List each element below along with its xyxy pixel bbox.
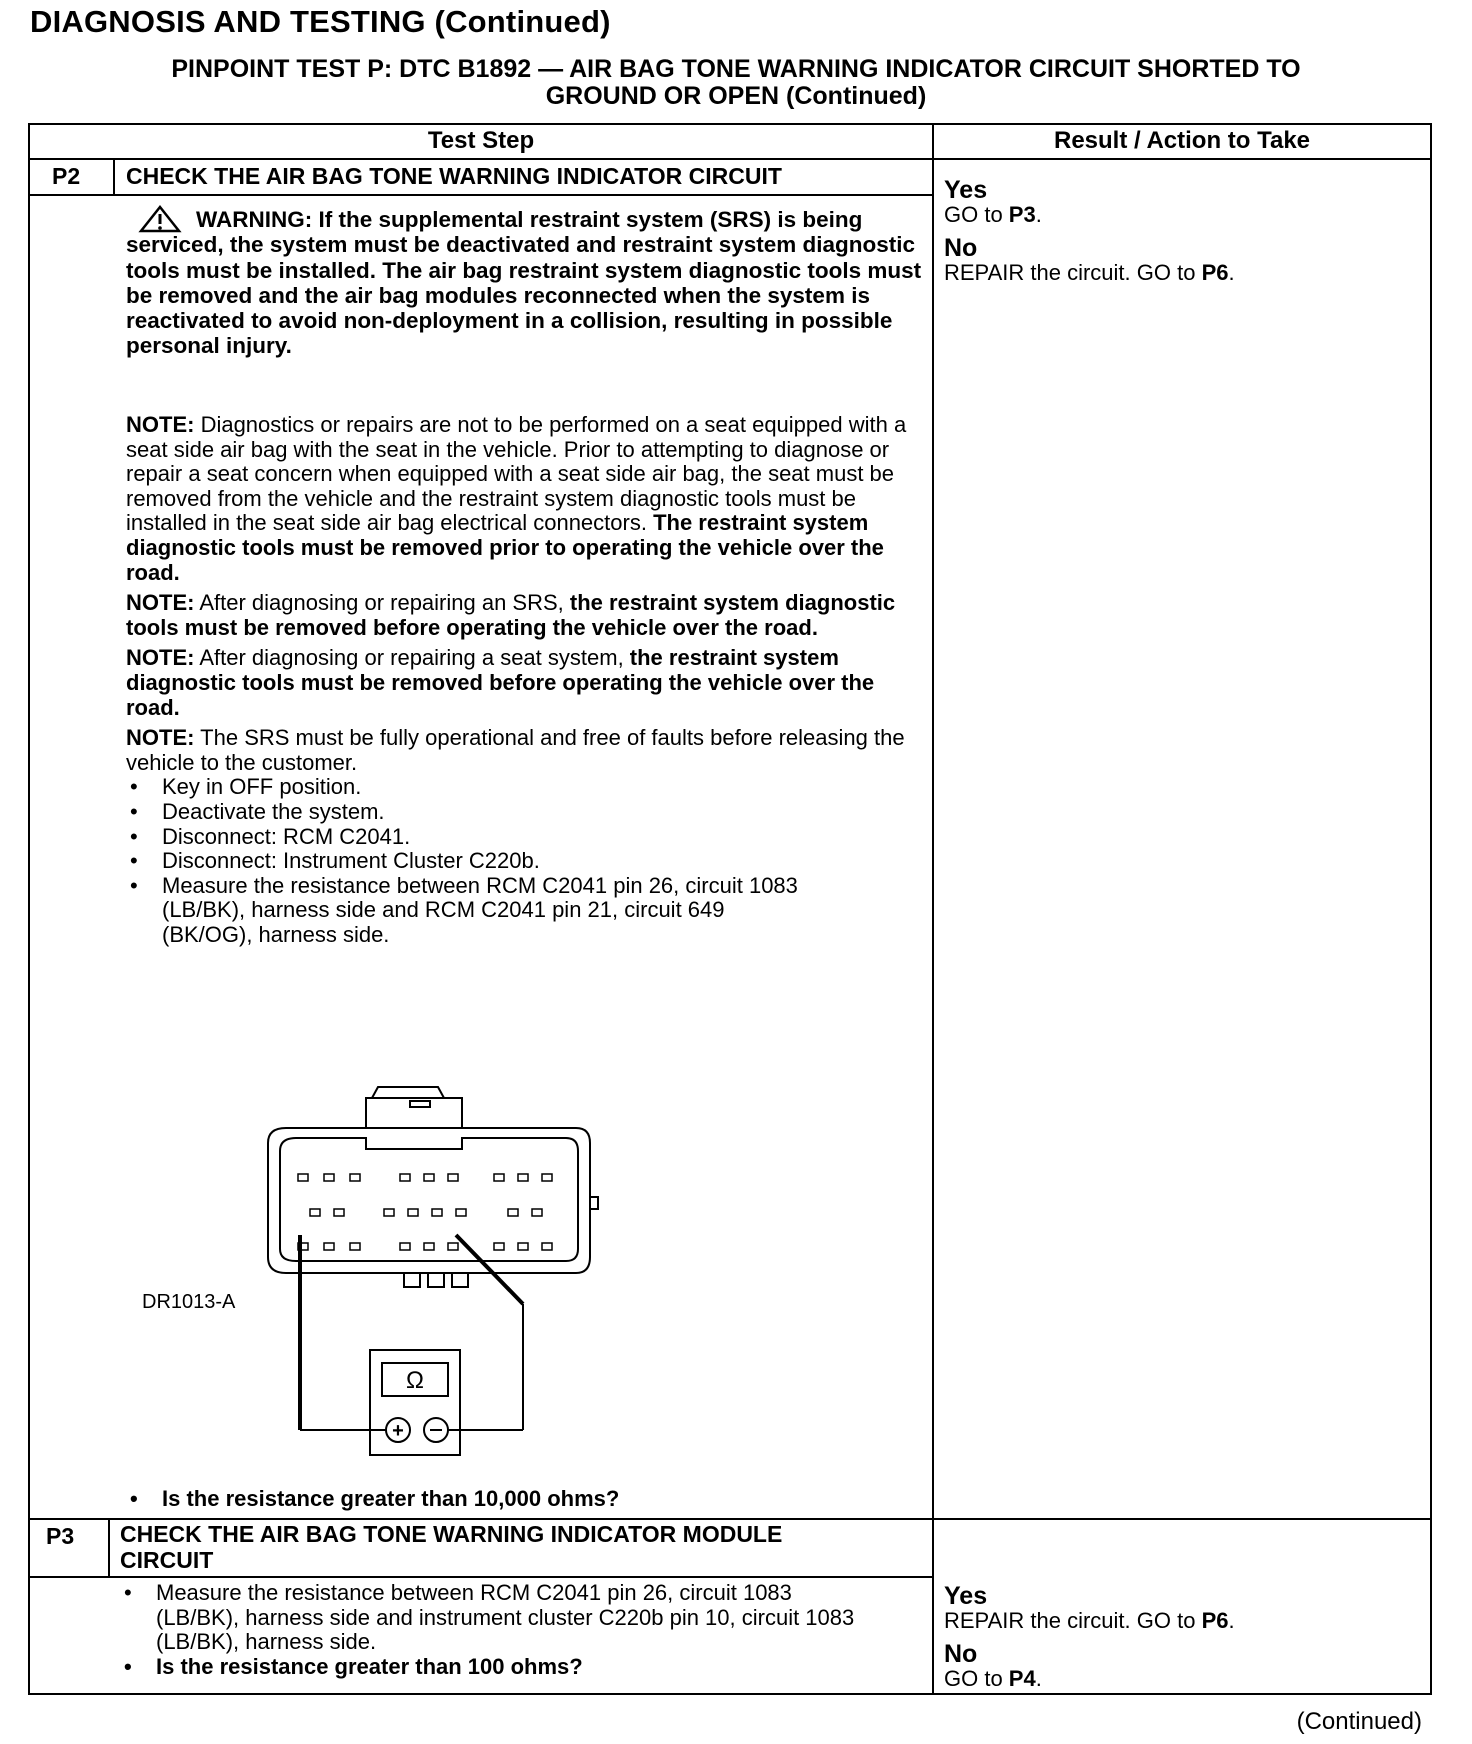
list-item: • Is the resistance greater than 10,000 ohms? xyxy=(126,1487,619,1512)
note-bold-text: The restraint system diagnostic tools must be removed prior to operating the vehicle over the road. xyxy=(126,510,884,585)
result-yes-label: Yes xyxy=(944,1582,988,1610)
step-link-p6: P6 xyxy=(1201,260,1229,285)
connector-bottom-tab xyxy=(404,1273,420,1287)
connector-latch-body xyxy=(366,1098,462,1128)
result-no-action: GO to P4. xyxy=(944,1666,1042,1691)
warning-block xyxy=(126,207,936,359)
connector-latch xyxy=(372,1087,444,1098)
p3-results xyxy=(944,1583,1414,1691)
step-id-p3: P3 xyxy=(46,1523,75,1549)
note-text: The SRS must be fully operational and free of faults before releasing the vehicle to the customer. xyxy=(126,725,905,775)
note-label: NOTE: xyxy=(126,412,195,437)
column-header-test-step: Test Step xyxy=(427,127,535,154)
note-label: NOTE: xyxy=(126,590,195,616)
plus-sign: + xyxy=(392,1420,404,1442)
note-srs-operational xyxy=(126,726,916,775)
list-item: • Is the resistance greater than 100 ohms? xyxy=(120,1655,880,1680)
pin-cavity xyxy=(494,1174,504,1181)
connector-bottom-tab xyxy=(452,1273,468,1287)
step-link-p4: P4 xyxy=(1008,1666,1036,1691)
test-title-line2: GROUND OR OPEN (Continued) xyxy=(545,82,927,110)
note-bold-text: the restraint system diagnostic tools must be removed before operating the vehicle over the road. xyxy=(126,645,875,720)
result-yes-action: REPAIR the circuit. GO to P6. xyxy=(944,1608,1235,1633)
note-seat-side-airbag xyxy=(126,413,916,585)
pin-cavity xyxy=(448,1174,458,1181)
pin-cavity xyxy=(350,1174,360,1181)
step-link-p6: P6 xyxy=(1201,1608,1229,1633)
warning-triangle-icon xyxy=(138,205,182,233)
warning-text: WARNING: If the supplemental restraint system (SRS) is being serviced, the system must be deactivated and restraint system diagnostic tools must be installed. The air bag restraint system diagnostic tools must be removed and the air bag modules reconnected when the system is reactivated to avoid non-deployment in a collision, resulting in possible personal injury. xyxy=(126,207,922,359)
result-yes-label: Yes xyxy=(944,176,988,204)
note-text: After diagnosing or repairing an SRS, xyxy=(194,590,570,616)
list-item: • Deactivate the system. xyxy=(126,800,816,825)
p3-bullet-list xyxy=(120,1581,880,1679)
pin-cavity xyxy=(456,1209,466,1216)
step-title-p3-line1: CHECK THE AIR BAG TONE WARNING INDICATOR MODULE xyxy=(120,1521,783,1547)
p3-body xyxy=(120,1581,880,1679)
test-table xyxy=(28,123,1432,1695)
pin-cavity xyxy=(542,1174,552,1181)
p2-title-divider xyxy=(30,194,934,196)
p2-bullet-list xyxy=(126,775,816,947)
pin-cavity xyxy=(494,1243,504,1250)
note-after-seat-system xyxy=(126,646,916,720)
ohm-symbol: Ω xyxy=(406,1367,424,1394)
pin-cavity xyxy=(334,1209,344,1216)
step-link-p3: P3 xyxy=(1008,202,1036,227)
pin-cavity xyxy=(518,1174,528,1181)
note-text: After diagnosing or repairing a seat system, xyxy=(194,645,630,671)
pin-cavity xyxy=(532,1209,542,1216)
pin-cavity xyxy=(310,1209,320,1216)
continued-label: (Continued) xyxy=(1296,1708,1422,1735)
note-label: NOTE: xyxy=(126,725,195,751)
note-bold-text: the restraint system diagnostic tools must be removed before operating the vehicle over the road. xyxy=(126,590,896,640)
pin-cavity xyxy=(384,1209,394,1216)
pin-cavity xyxy=(508,1209,518,1216)
list-item: • Measure the resistance between RCM C2041 pin 26, circuit 1083 (LB/BK), harness side and instrument cluster C220b pin 10, circuit 1083 (LB/BK), harness side. xyxy=(120,1581,880,1655)
pin-cavity xyxy=(324,1174,334,1181)
result-no-action: REPAIR the circuit. GO to P6. xyxy=(944,260,1235,285)
list-item: • Disconnect: RCM C2041. xyxy=(126,825,816,850)
page-title: DIAGNOSIS AND TESTING (Continued) xyxy=(30,4,611,39)
p2-question-list xyxy=(126,1487,619,1512)
list-item: • Measure the resistance between RCM C2041 pin 26, circuit 1083 (LB/BK), harness side and RCM C2041 pin 21, circuit 649 (BK/OG), harness side. xyxy=(126,874,816,948)
p2-results xyxy=(944,177,1414,285)
step-title-p3 xyxy=(120,1521,782,1573)
pin-cavity xyxy=(400,1174,410,1181)
ohmmeter xyxy=(370,1350,460,1455)
step-id-p2: P2 xyxy=(52,163,81,189)
p2-question xyxy=(126,1487,619,1512)
pin-cavity xyxy=(448,1243,458,1250)
pin-cavity xyxy=(432,1209,442,1216)
step-title-p2: CHECK THE AIR BAG TONE WARNING INDICATOR CIRCUIT xyxy=(126,163,782,189)
p2-notes xyxy=(126,413,916,947)
connector-diagram xyxy=(110,1085,670,1465)
pin-cavity xyxy=(518,1243,528,1250)
note-after-srs xyxy=(126,591,916,640)
pin-cavity xyxy=(408,1209,418,1216)
p2-id-divider xyxy=(113,158,115,195)
list-item: • Key in OFF position. xyxy=(126,775,816,800)
header-divider xyxy=(30,158,1430,160)
pin-cavity xyxy=(400,1243,410,1250)
connector-side-tab xyxy=(590,1197,598,1209)
connector-pins xyxy=(298,1174,552,1250)
figure-label: DR1013-A xyxy=(142,1291,236,1313)
step-title-p3-line2: CIRCUIT xyxy=(120,1547,214,1573)
pin-cavity xyxy=(424,1174,434,1181)
column-divider xyxy=(932,125,934,1693)
p2-p3-divider xyxy=(30,1518,1430,1520)
pin-cavity xyxy=(350,1243,360,1250)
result-yes-action: GO to P3. xyxy=(944,202,1042,227)
p3-title-divider xyxy=(30,1576,934,1578)
note-text: Diagnostics or repairs are not to be performed on a seat equipped with a seat side air bag with the seat in the vehicle. Prior to attempting to diagnose or repair a seat concern when equipped with a seat side air bag, the seat must be removed from the vehicle and the restraint system diagnostic tools must be installed in the seat side air bag electrical connectors. xyxy=(126,412,907,536)
column-header-result: Result / Action to Take xyxy=(1053,127,1311,154)
pinpoint-test-title xyxy=(40,56,1432,110)
probe-negative xyxy=(456,1235,523,1304)
test-title-line1: PINPOINT TEST P: DTC B1892 — AIR BAG TONE WARNING INDICATOR CIRCUIT SHORTED TO xyxy=(171,55,1301,83)
pin-cavity xyxy=(424,1243,434,1250)
pin-cavity xyxy=(324,1243,334,1250)
pin-cavity xyxy=(298,1174,308,1181)
p3-id-divider xyxy=(108,1518,110,1576)
list-item: • Disconnect: Instrument Cluster C220b. xyxy=(126,849,816,874)
result-no-label: No xyxy=(944,234,978,262)
connector-bottom-tab xyxy=(428,1273,444,1287)
pin-cavity xyxy=(542,1243,552,1250)
note-label: NOTE: xyxy=(126,645,195,671)
result-no-label: No xyxy=(944,1640,978,1668)
connector-latch-slot xyxy=(410,1101,430,1107)
